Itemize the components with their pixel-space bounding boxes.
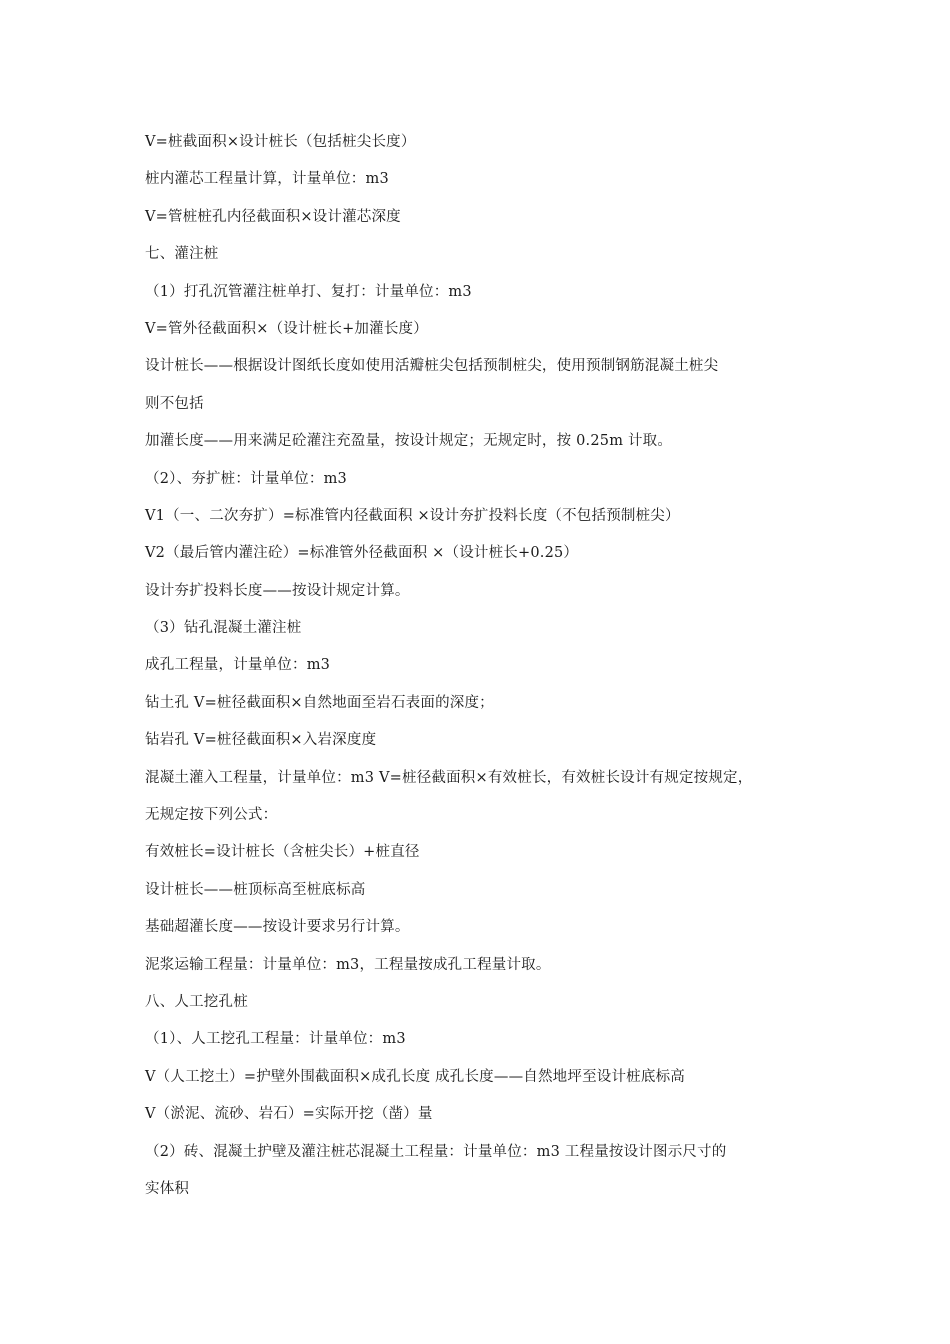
- text-line: V=桩截面积×设计桩长（包括桩尖长度）: [145, 134, 416, 150]
- text-line: V2（最后管内灌注砼）=标准管外径截面积 ×（设计桩长+0.25）: [145, 545, 579, 562]
- text-line: 有效桩长=设计桩长（含桩尖长）+桩直径: [145, 844, 420, 861]
- text-line: 则不包括: [145, 395, 204, 412]
- text-line: 桩内灌芯工程量计算，计量单位：m3: [145, 171, 389, 188]
- section-heading: 八、人工挖孔桩: [145, 993, 248, 1010]
- text-line: 钻岩孔 V=桩径截面积×入岩深度度: [145, 732, 377, 749]
- text-line: V（淤泥、流砂、岩石）=实际开挖（凿）量: [145, 1106, 433, 1123]
- subsection-heading: （3）钻孔混凝土灌注桩: [145, 620, 302, 637]
- text-line: 设计桩长——根据设计图纸长度如使用活瓣桩尖包括预制桩尖，使用预制钢筋混凝土桩尖: [145, 358, 719, 375]
- text-line: 泥浆运输工程量：计量单位：m3，工程量按成孔工程量计取。: [145, 956, 551, 973]
- text-line: V=管外径截面积×（设计桩长+加灌长度）: [145, 320, 428, 337]
- text-line: 混凝土灌入工程量，计量单位：m3 V=桩径截面积×有效桩长，有效桩长设计有规定按规定，: [145, 769, 753, 786]
- document-body: [145, 124, 835, 1208]
- text-line: 实体积: [145, 1180, 190, 1197]
- text-line: 成孔工程量，计量单位：m3: [145, 657, 331, 674]
- text-line: V1（一、二次夯扩）=标准管内径截面积 ×设计夯扩投料长度（不包括预制桩尖）: [145, 507, 680, 524]
- text-line: 无规定按下列公式：: [145, 807, 278, 824]
- text-line: 基础超灌长度——按设计要求另行计算。: [145, 919, 410, 936]
- subsection-heading: （1）打孔沉管灌注桩单打、复打：计量单位：m3: [145, 283, 472, 300]
- section-heading: 七、灌注桩: [145, 246, 219, 263]
- text-line: 设计桩长——桩顶标高至桩底标高: [145, 881, 366, 898]
- text-line: 钻土孔 V=桩径截面积×自然地面至岩石表面的深度；: [145, 694, 494, 711]
- subsection-heading: （2）、夯扩桩：计量单位：m3: [145, 470, 347, 487]
- text-line: 加灌长度——用来满足砼灌注充盈量，按设计规定；无规定时，按 0.25m 计取。: [145, 433, 673, 450]
- text-line: V=管桩桩孔内径截面积×设计灌芯深度: [145, 208, 401, 225]
- text-line: 设计夯扩投料长度——按设计规定计算。: [145, 582, 410, 599]
- text-line: （2）砖、混凝土护壁及灌注桩芯混凝土工程量：计量单位：m3 工程量按设计图示尺寸的: [145, 1143, 727, 1160]
- subsection-heading: （1）、人工挖孔工程量：计量单位：m3: [145, 1031, 406, 1048]
- text-line: V（人工挖土）=护壁外围截面积×成孔长度 成孔长度——自然地坪至设计桩底标高: [145, 1068, 685, 1085]
